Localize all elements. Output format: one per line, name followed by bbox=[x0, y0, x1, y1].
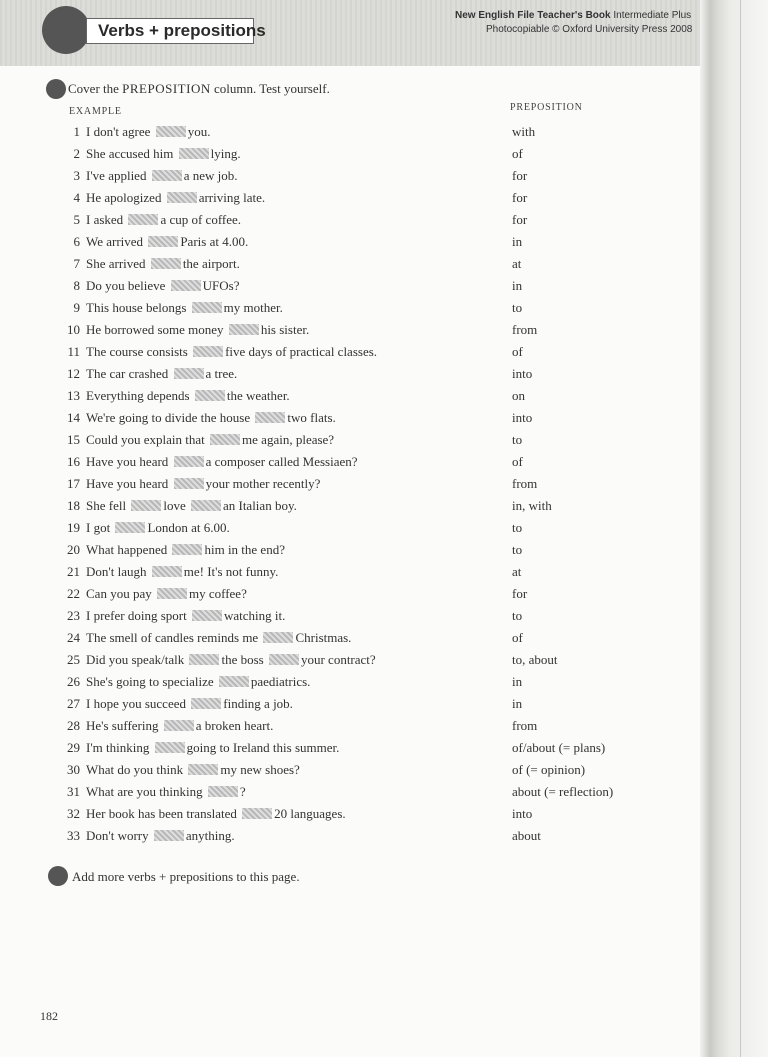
item-sentence bbox=[86, 828, 235, 844]
blanked-preposition bbox=[242, 808, 272, 819]
instruction-keyword: PREPOSITION bbox=[122, 81, 211, 96]
sentence-part: He borrowed some money bbox=[86, 322, 227, 337]
sentence-part: paediatrics. bbox=[250, 674, 311, 689]
item-sentence bbox=[86, 718, 273, 734]
item-sentence bbox=[86, 344, 377, 360]
preposition-answer: in, with bbox=[512, 498, 552, 513]
preposition-answer: for bbox=[512, 586, 528, 601]
item-number: 17 bbox=[67, 476, 80, 491]
sentence-part: Can you pay bbox=[86, 586, 155, 601]
sentence-part: you. bbox=[187, 124, 211, 139]
sentence-part: ? bbox=[239, 784, 246, 799]
item-sentence bbox=[86, 542, 285, 558]
item-number: 29 bbox=[67, 740, 80, 755]
item-number: 25 bbox=[67, 652, 80, 667]
blanked-preposition bbox=[208, 786, 238, 797]
preposition-answer: in bbox=[512, 234, 523, 249]
item-number: 22 bbox=[67, 586, 80, 601]
bullet-icon bbox=[46, 79, 66, 99]
sentence-part: Have you heard bbox=[86, 454, 172, 469]
blanked-preposition bbox=[151, 258, 181, 269]
item-number: 2 bbox=[73, 146, 80, 161]
item-sentence bbox=[86, 608, 285, 624]
item-number: 7 bbox=[73, 256, 80, 271]
preposition-answer: with bbox=[512, 124, 536, 139]
item-sentence bbox=[86, 806, 346, 822]
sentence-part: Do you believe bbox=[86, 278, 169, 293]
blanked-preposition bbox=[255, 412, 285, 423]
sentence-part: This house belongs bbox=[86, 300, 190, 315]
blanked-preposition bbox=[171, 280, 201, 291]
preposition-answer: from bbox=[512, 476, 538, 491]
sentence-part: a composer called Messiaen? bbox=[205, 454, 358, 469]
blanked-preposition bbox=[174, 478, 204, 489]
item-sentence bbox=[86, 454, 358, 470]
sentence-part: Did you speak/talk bbox=[86, 652, 188, 667]
sentence-part: Don't laugh bbox=[86, 564, 150, 579]
preposition-answer: for bbox=[512, 212, 528, 227]
item-sentence bbox=[86, 762, 300, 778]
blanked-preposition bbox=[115, 522, 145, 533]
item-sentence bbox=[86, 410, 336, 426]
sentence-part: I don't agree bbox=[86, 124, 154, 139]
preposition-answer: of/about (= plans) bbox=[512, 740, 606, 755]
book-name: New English File Teacher's Book bbox=[455, 10, 611, 21]
blanked-preposition bbox=[152, 566, 182, 577]
sentence-part: anything. bbox=[185, 828, 235, 843]
preposition-answer: of bbox=[512, 146, 523, 161]
bullet-icon bbox=[48, 866, 68, 886]
sentence-part: I asked bbox=[86, 212, 127, 227]
page-number: 182 bbox=[40, 1009, 58, 1023]
sentence-part: me again, please? bbox=[242, 432, 335, 447]
blanked-preposition bbox=[148, 236, 178, 247]
item-number: 24 bbox=[67, 630, 80, 645]
sentence-part: What do you think bbox=[86, 762, 187, 777]
item-sentence bbox=[86, 652, 376, 668]
item-number: 30 bbox=[67, 762, 80, 777]
sentence-part: The smell of candles reminds me bbox=[86, 630, 262, 645]
item-number: 9 bbox=[73, 300, 80, 315]
blanked-preposition bbox=[164, 720, 194, 731]
preposition-answer: at bbox=[512, 256, 522, 271]
item-sentence bbox=[86, 124, 210, 140]
sentence-part: I hope you succeed bbox=[86, 696, 190, 711]
page-edge-line bbox=[740, 0, 741, 1057]
sentence-part: him in the end? bbox=[204, 542, 285, 557]
sentence-part: my coffee? bbox=[188, 586, 247, 601]
blanked-preposition bbox=[157, 588, 187, 599]
item-sentence bbox=[86, 784, 246, 800]
sentence-part: me! It's not funny. bbox=[183, 564, 279, 579]
preposition-answer: of bbox=[512, 344, 523, 359]
sentence-part: finding a job. bbox=[223, 696, 293, 711]
blanked-preposition bbox=[167, 192, 197, 203]
sentence-part: The car crashed bbox=[86, 366, 172, 381]
sentence-part: Don't worry bbox=[86, 828, 152, 843]
sentence-part: Have you heard bbox=[86, 476, 172, 491]
sentence-part: going to Ireland this summer. bbox=[186, 740, 340, 755]
page-title: Verbs + prepositions bbox=[98, 21, 266, 40]
item-sentence bbox=[86, 564, 278, 580]
item-number: 1 bbox=[73, 124, 80, 139]
item-number: 31 bbox=[67, 784, 80, 799]
sentence-part: an Italian boy. bbox=[222, 498, 297, 513]
item-sentence bbox=[86, 212, 241, 228]
item-sentence bbox=[86, 278, 240, 294]
sentence-part: I'm thinking bbox=[86, 740, 153, 755]
item-number: 33 bbox=[67, 828, 80, 843]
item-sentence bbox=[86, 476, 320, 492]
sentence-part: five days of practical classes. bbox=[225, 344, 378, 359]
sentence-part: watching it. bbox=[223, 608, 286, 623]
preposition-answer: into bbox=[512, 410, 533, 425]
sentence-part: I got bbox=[86, 520, 114, 535]
blanked-preposition bbox=[192, 610, 222, 621]
preposition-answer: of bbox=[512, 454, 523, 469]
item-number: 14 bbox=[67, 410, 80, 425]
item-number: 3 bbox=[73, 168, 80, 183]
blanked-preposition bbox=[229, 324, 259, 335]
publisher-line-2: Photocopiable © Oxford University Press 2008 bbox=[486, 24, 693, 35]
item-sentence bbox=[86, 146, 241, 162]
sentence-part: my new shoes? bbox=[220, 762, 300, 777]
sentence-part: a new job. bbox=[183, 168, 238, 183]
preposition-answer: from bbox=[512, 718, 538, 733]
item-sentence bbox=[86, 674, 310, 690]
preposition-answer: about bbox=[512, 828, 541, 843]
preposition-answer: to bbox=[512, 520, 523, 535]
blanked-preposition bbox=[219, 676, 249, 687]
sentence-part: Everything depends bbox=[86, 388, 193, 403]
preposition-answer: on bbox=[512, 388, 525, 403]
sentence-part: What happened bbox=[86, 542, 171, 557]
sentence-part: his sister. bbox=[260, 322, 310, 337]
sentence-part: London at 6.00. bbox=[147, 520, 230, 535]
sentence-part: He apologized bbox=[86, 190, 165, 205]
sentence-part: The course consists bbox=[86, 344, 192, 359]
preposition-answer: into bbox=[512, 806, 533, 821]
item-number: 5 bbox=[73, 212, 80, 227]
preposition-answer: from bbox=[512, 322, 538, 337]
instruction: Cover the PREPOSITION column. Test yourself. bbox=[68, 81, 330, 96]
item-number: 26 bbox=[67, 674, 80, 689]
blanked-preposition bbox=[131, 500, 161, 511]
item-number: 13 bbox=[67, 388, 80, 403]
sentence-part: What are you thinking bbox=[86, 784, 206, 799]
item-number: 18 bbox=[67, 498, 80, 513]
item-sentence bbox=[86, 322, 309, 338]
preposition-answer: to, about bbox=[512, 652, 558, 667]
preposition-answer: for bbox=[512, 190, 528, 205]
preposition-answer: to bbox=[512, 542, 523, 557]
item-number: 20 bbox=[67, 542, 80, 557]
footer-instruction: Add more verbs + prepositions to this page. bbox=[72, 869, 300, 884]
blanked-preposition bbox=[172, 544, 202, 555]
sentence-part: your mother recently? bbox=[205, 476, 321, 491]
item-number: 19 bbox=[67, 520, 80, 535]
item-number: 8 bbox=[73, 278, 80, 293]
preposition-answer: about (= reflection) bbox=[512, 784, 614, 799]
preposition-answer: of (= opinion) bbox=[512, 762, 586, 777]
sentence-part: 20 languages. bbox=[274, 806, 346, 821]
blanked-preposition bbox=[191, 698, 221, 709]
sentence-part: my mother. bbox=[223, 300, 283, 315]
item-number: 23 bbox=[67, 608, 80, 623]
page-edge-shadow bbox=[700, 0, 768, 1057]
sentence-part: the weather. bbox=[226, 388, 290, 403]
item-number: 4 bbox=[73, 190, 80, 205]
blanked-preposition bbox=[188, 764, 218, 775]
sentence-part: a tree. bbox=[205, 366, 238, 381]
publisher-line-1 bbox=[455, 10, 691, 21]
item-number: 21 bbox=[67, 564, 80, 579]
preposition-answer: to bbox=[512, 432, 523, 447]
item-number: 11 bbox=[67, 344, 80, 359]
item-sentence bbox=[86, 586, 247, 602]
blanked-preposition bbox=[156, 126, 186, 137]
sentence-part: Paris at 4.00. bbox=[180, 234, 249, 249]
sentence-part: love bbox=[163, 498, 189, 513]
blanked-preposition bbox=[192, 302, 222, 313]
header-circle-icon bbox=[42, 6, 90, 54]
sentence-part: She fell bbox=[86, 498, 130, 513]
item-sentence bbox=[86, 168, 238, 184]
sentence-part: lying. bbox=[210, 146, 241, 161]
preposition-answer: into bbox=[512, 366, 533, 381]
item-sentence bbox=[86, 630, 351, 646]
item-number: 28 bbox=[67, 718, 80, 733]
item-number: 32 bbox=[67, 806, 80, 821]
item-sentence bbox=[86, 740, 339, 756]
preposition-answer: in bbox=[512, 278, 523, 293]
column-header-example: EXAMPLE bbox=[69, 106, 122, 117]
sentence-part: a cup of coffee. bbox=[160, 212, 242, 227]
blanked-preposition bbox=[154, 830, 184, 841]
preposition-answer: in bbox=[512, 674, 523, 689]
item-number: 12 bbox=[67, 366, 80, 381]
item-sentence bbox=[86, 498, 297, 514]
preposition-answer: to bbox=[512, 300, 523, 315]
blanked-preposition bbox=[155, 742, 185, 753]
item-sentence bbox=[86, 256, 240, 272]
sentence-part: He's suffering bbox=[86, 718, 162, 733]
blanked-preposition bbox=[128, 214, 158, 225]
sentence-part: Christmas. bbox=[295, 630, 352, 645]
sentence-part: two flats. bbox=[287, 410, 336, 425]
book-level: Intermediate Plus bbox=[613, 10, 692, 21]
sentence-part: UFOs? bbox=[202, 278, 240, 293]
preposition-answer: in bbox=[512, 696, 523, 711]
blanked-preposition bbox=[152, 170, 182, 181]
sentence-part: the airport. bbox=[182, 256, 240, 271]
item-sentence bbox=[86, 696, 293, 712]
item-sentence bbox=[86, 432, 334, 448]
item-number: 27 bbox=[67, 696, 80, 711]
sentence-part: your contract? bbox=[300, 652, 376, 667]
blanked-preposition bbox=[191, 500, 221, 511]
item-number: 15 bbox=[67, 432, 80, 447]
sentence-part: I've applied bbox=[86, 168, 150, 183]
sentence-part: She arrived bbox=[86, 256, 149, 271]
item-sentence bbox=[86, 388, 290, 404]
sentence-part: arriving late. bbox=[198, 190, 266, 205]
item-number: 6 bbox=[73, 234, 80, 249]
sentence-part: a broken heart. bbox=[195, 718, 274, 733]
blanked-preposition bbox=[193, 346, 223, 357]
blanked-preposition bbox=[195, 390, 225, 401]
preposition-answer: to bbox=[512, 608, 523, 623]
blanked-preposition bbox=[174, 456, 204, 467]
blanked-preposition bbox=[263, 632, 293, 643]
sentence-part: Could you explain that bbox=[86, 432, 209, 447]
item-sentence bbox=[86, 300, 283, 316]
blanked-preposition bbox=[269, 654, 299, 665]
sentence-part: the boss bbox=[221, 652, 267, 667]
item-sentence bbox=[86, 366, 237, 382]
sentence-part: I prefer doing sport bbox=[86, 608, 190, 623]
sentence-part: We're going to divide the house bbox=[86, 410, 254, 425]
preposition-answer: at bbox=[512, 564, 522, 579]
item-number: 10 bbox=[67, 322, 80, 337]
item-sentence bbox=[86, 520, 230, 536]
blanked-preposition bbox=[189, 654, 219, 665]
sentence-part: We arrived bbox=[86, 234, 147, 249]
blanked-preposition bbox=[174, 368, 204, 379]
preposition-answer: of bbox=[512, 630, 523, 645]
item-number: 16 bbox=[67, 454, 80, 469]
item-sentence bbox=[86, 234, 248, 250]
blanked-preposition bbox=[210, 434, 240, 445]
item-sentence bbox=[86, 190, 265, 206]
sentence-part: She's going to specialize bbox=[86, 674, 217, 689]
blanked-preposition bbox=[179, 148, 209, 159]
preposition-answer: for bbox=[512, 168, 528, 183]
sentence-part: Her book has been translated bbox=[86, 806, 241, 821]
sentence-part: She accused him bbox=[86, 146, 177, 161]
column-header-preposition: PREPOSITION bbox=[510, 102, 583, 113]
